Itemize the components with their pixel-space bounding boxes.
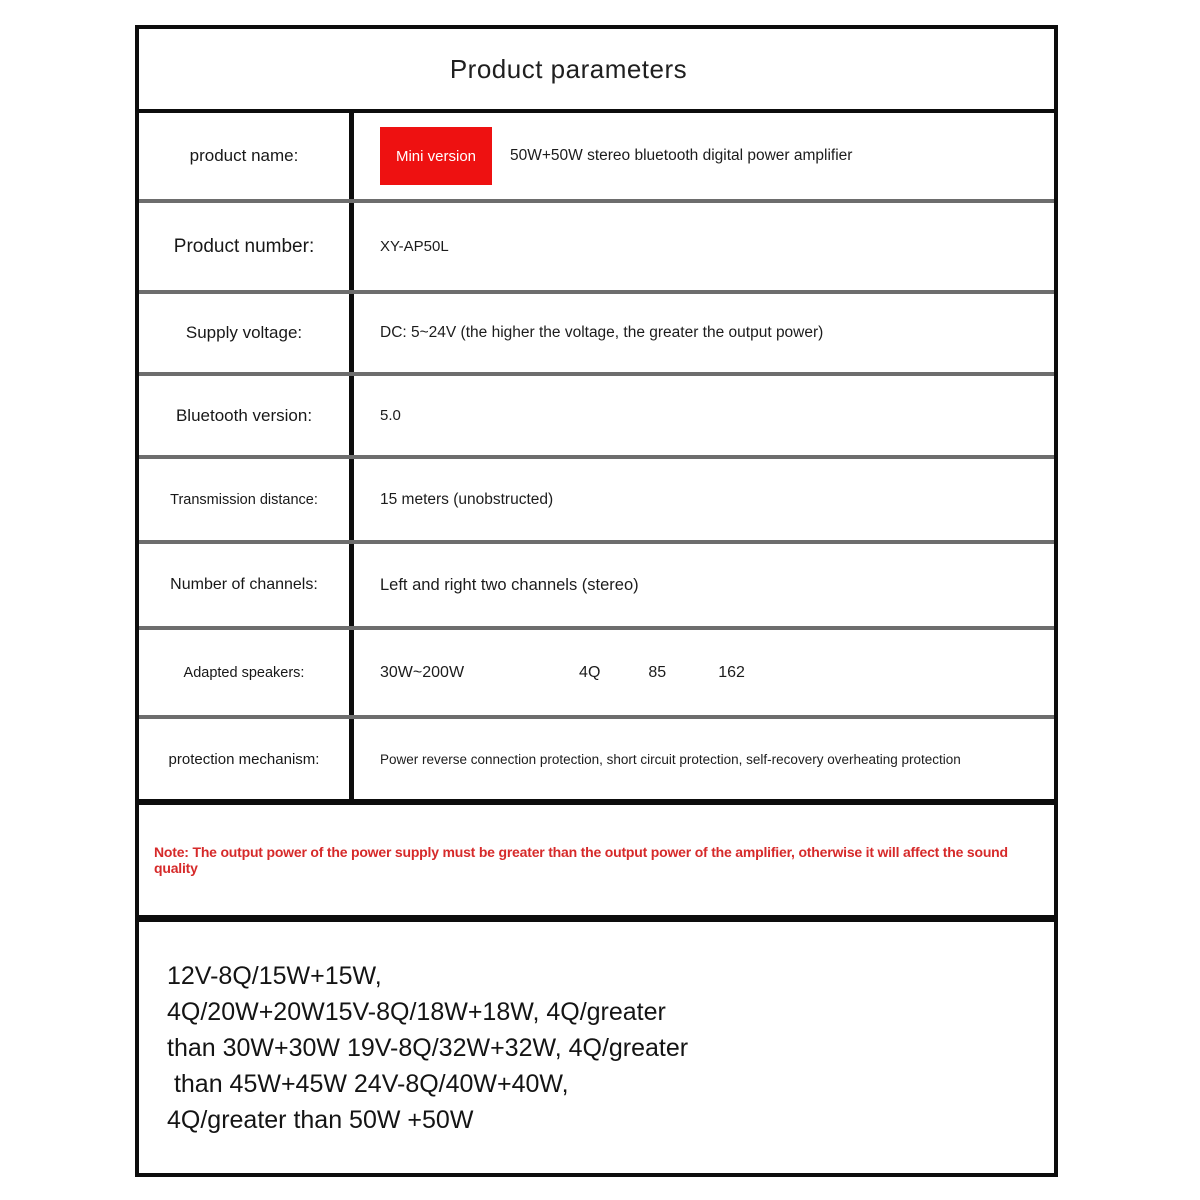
power-info-line: 4Q/greater than 50W +50W xyxy=(167,1106,474,1134)
value-product-number xyxy=(354,203,1054,290)
value-adapted-speakers xyxy=(354,630,1054,715)
product-parameters-table xyxy=(135,25,1058,1177)
label-supply-voltage: Supply voltage: xyxy=(139,294,354,372)
table-title-row xyxy=(139,29,1054,109)
power-info-line: 4Q/20W+20W15V-8Q/18W+18W, 4Q/greater xyxy=(167,998,666,1026)
label-product-number: Product number: xyxy=(139,203,354,290)
adapted-speakers-impedance-3: 162 xyxy=(718,663,745,681)
value-bluetooth-version xyxy=(354,376,1054,455)
power-info-line: than 45W+45W 24V-8Q/40W+40W, xyxy=(167,1070,569,1098)
row-product-name xyxy=(139,109,1054,199)
row-bluetooth-version xyxy=(139,372,1054,455)
power-info-block xyxy=(139,915,1054,1173)
value-transmission-distance xyxy=(354,459,1054,540)
bluetooth-version-text: 5.0 xyxy=(380,407,401,424)
number-of-channels-text: Left and right two channels (stereo) xyxy=(380,575,639,594)
label-adapted-speakers: Adapted speakers: xyxy=(139,630,354,715)
value-protection-mechanism xyxy=(354,719,1054,799)
label-transmission-distance: Transmission distance: xyxy=(139,459,354,540)
row-product-number xyxy=(139,199,1054,290)
value-supply-voltage xyxy=(354,294,1054,372)
protection-mechanism-text: Power reverse connection protection, short circuit protection, self-recovery overheating protection xyxy=(380,751,961,767)
row-transmission-distance xyxy=(139,455,1054,540)
value-product-name xyxy=(354,113,1054,199)
value-number-of-channels xyxy=(354,544,1054,626)
adapted-speakers-impedance-2: 85 xyxy=(648,663,667,681)
page-title: Product parameters xyxy=(449,53,688,84)
label-number-of-channels: Number of channels: xyxy=(139,544,354,626)
row-protection-mechanism xyxy=(139,715,1054,799)
label-bluetooth-version: Bluetooth version: xyxy=(139,376,354,455)
row-number-of-channels xyxy=(139,540,1054,626)
power-info-line: than 30W+30W 19V-8Q/32W+32W, 4Q/greater xyxy=(167,1034,689,1062)
mini-version-badge: Mini version xyxy=(380,127,492,185)
transmission-distance-text: 15 meters (unobstructed) xyxy=(380,490,554,508)
label-protection-mechanism: protection mechanism: xyxy=(139,719,354,799)
note-text: Note: The output power of the power supply must be greater than the output power of the amplifier, otherwise it will affect the sound quality xyxy=(154,844,1008,876)
product-number-text: XY-AP50L xyxy=(380,238,449,255)
power-info-line: 12V-8Q/15W+15W, xyxy=(167,962,382,990)
note-row xyxy=(139,799,1054,915)
product-name-text: 50W+50W stereo bluetooth digital power amplifier xyxy=(510,147,853,164)
supply-voltage-text: DC: 5~24V (the higher the voltage, the greater the output power) xyxy=(380,324,824,341)
label-product-name: product name: xyxy=(139,113,354,199)
adapted-speakers-impedance-1: 4Q xyxy=(579,663,601,681)
row-supply-voltage xyxy=(139,290,1054,372)
adapted-speakers-range: 30W~200W xyxy=(380,663,465,681)
row-adapted-speakers xyxy=(139,626,1054,715)
